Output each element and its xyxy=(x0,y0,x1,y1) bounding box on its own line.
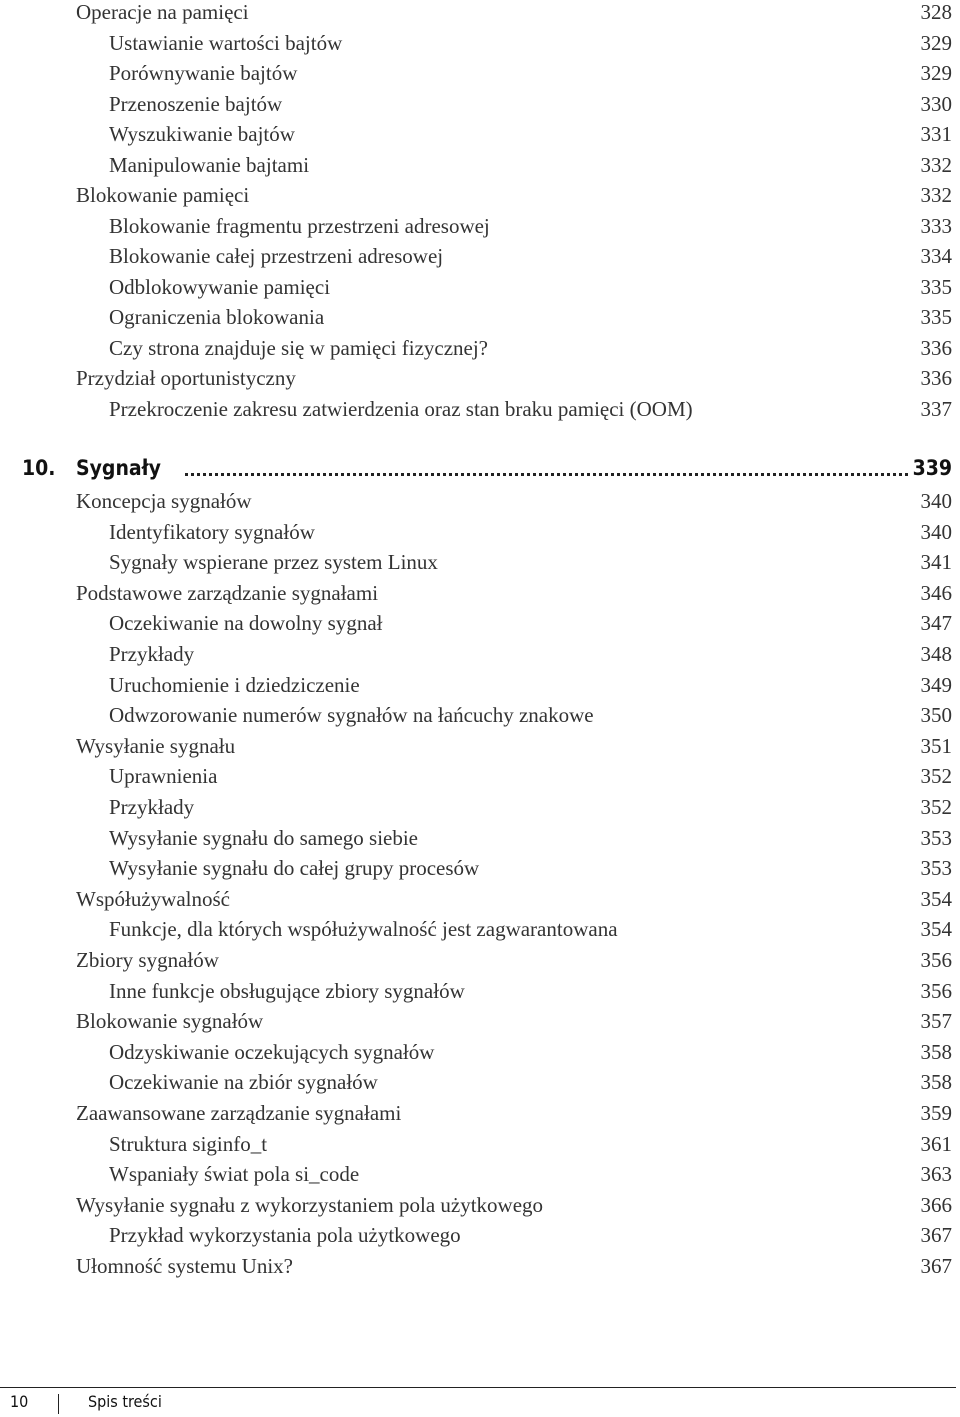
toc-entry[interactable] xyxy=(0,700,960,730)
toc-entry[interactable] xyxy=(0,1251,960,1281)
toc-entry-title: Blokowanie całej przestrzeni adresowej xyxy=(109,244,444,268)
toc-entry[interactable] xyxy=(0,89,960,119)
toc-entry[interactable] xyxy=(0,28,960,58)
toc-entry-page: 363 xyxy=(920,1162,952,1187)
toc-entry-page: 353 xyxy=(920,856,952,881)
toc-entry-title: Odblokowywanie pamięci xyxy=(109,274,331,299)
toc-entry-page: 334 xyxy=(920,244,952,268)
toc-entry-page: 337 xyxy=(920,396,952,421)
toc-entry[interactable] xyxy=(0,945,960,975)
toc-entry[interactable] xyxy=(0,1129,960,1159)
toc-entry[interactable] xyxy=(0,1159,960,1189)
toc-entry[interactable] xyxy=(0,394,960,424)
toc-entry-page: 358 xyxy=(920,1070,952,1095)
toc-entry-title: Funkcje, dla których współużywalność jest zagwarantowana xyxy=(109,917,618,942)
toc-entry[interactable] xyxy=(0,211,960,241)
toc-entry-title: Zaawansowane zarządzanie sygnałami xyxy=(76,1101,402,1125)
toc-entry-title: Ułomność systemu Unix? xyxy=(76,1254,293,1278)
toc-entry[interactable] xyxy=(0,731,960,761)
toc-entry[interactable] xyxy=(0,853,960,883)
toc-entry[interactable] xyxy=(0,547,960,577)
toc-entry[interactable] xyxy=(0,517,960,547)
toc-entry-title: Czy strona znajduje się w pamięci fizycznej? xyxy=(109,335,489,360)
toc-entry-title: Koncepcja sygnałów xyxy=(76,489,252,513)
toc-entry[interactable] xyxy=(0,639,960,669)
toc-entry-title: Wysyłanie sygnału z wykorzystaniem pola użytkowego xyxy=(76,1192,544,1217)
toc-entry-title: Operacje na pamięci xyxy=(76,0,249,24)
toc-entry[interactable] xyxy=(0,823,960,853)
toc-entry[interactable] xyxy=(0,486,960,516)
toc-entry-title: Wysyłanie sygnału xyxy=(76,733,236,758)
toc-entry-page: 346 xyxy=(920,580,952,605)
toc-entry-page: 352 xyxy=(920,795,952,819)
toc-entry-title: Manipulowanie bajtami xyxy=(109,152,310,177)
toc-entry-page: 367 xyxy=(920,1254,952,1278)
toc-entry-page: 329 xyxy=(920,30,952,55)
toc-entry[interactable] xyxy=(0,1220,960,1250)
chapter-title: Sygnały xyxy=(76,456,161,480)
toc-entry-page: 349 xyxy=(920,672,952,697)
toc-entry-page: 329 xyxy=(920,61,952,85)
toc-entry-page: 357 xyxy=(920,1009,952,1034)
toc-entry[interactable] xyxy=(0,58,960,88)
toc-entry-page: 361 xyxy=(920,1131,952,1156)
footer-label: Spis treści xyxy=(88,1392,162,1411)
toc-entry-title: Przekroczenie zakresu zatwierdzenia oraz stan braku pamięci (OOM) xyxy=(109,396,693,421)
toc-entry-page: 359 xyxy=(920,1101,952,1125)
page-footer xyxy=(0,1392,960,1414)
toc-entry-title: Odzyskiwanie oczekujących sygnałów xyxy=(109,1039,435,1064)
toc-entry-title: Ograniczenia blokowania xyxy=(109,305,325,329)
toc-entry-title: Przykład wykorzystania pola użytkowego xyxy=(109,1223,461,1248)
toc-entry[interactable] xyxy=(0,1098,960,1128)
toc-entry-title: Inne funkcje obsługujące zbiory sygnałów xyxy=(109,978,465,1003)
toc-entry-title: Oczekiwanie na zbiór sygnałów xyxy=(109,1070,378,1095)
toc-entry-page: 354 xyxy=(920,917,952,942)
toc-entry-title: Uprawnienia xyxy=(109,764,218,789)
chapter-number: 10. xyxy=(22,456,56,480)
toc-entry[interactable] xyxy=(0,1190,960,1220)
toc-entry-title: Współużywalność xyxy=(76,886,230,911)
toc-entry-title: Porównywanie bajtów xyxy=(109,61,298,85)
toc-entry[interactable] xyxy=(0,914,960,944)
toc-entry-title: Sygnały wspierane przez system Linux xyxy=(109,550,438,575)
toc-entry[interactable] xyxy=(0,0,960,27)
toc-entry-page: 332 xyxy=(920,183,952,207)
toc-entry-page: 332 xyxy=(920,152,952,177)
toc-entry-title: Przykłady xyxy=(109,795,195,819)
toc-entry-page: 358 xyxy=(920,1039,952,1064)
dot-leader xyxy=(185,473,908,476)
toc-entry-page: 356 xyxy=(920,948,952,972)
toc-entry[interactable] xyxy=(0,1067,960,1097)
toc-entry-title: Blokowanie sygnałów xyxy=(76,1009,264,1034)
toc-entry-page: 333 xyxy=(920,213,952,238)
toc-entry[interactable] xyxy=(0,272,960,302)
toc-entry-title: Blokowanie fragmentu przestrzeni adresowej xyxy=(109,213,490,238)
toc-entry-title: Blokowanie pamięci xyxy=(76,183,250,207)
toc-entry-page: 353 xyxy=(920,825,952,850)
toc-entry-page: 367 xyxy=(920,1223,952,1248)
chapter-heading[interactable] xyxy=(0,451,960,485)
toc-entry[interactable] xyxy=(0,1037,960,1067)
toc-entry[interactable] xyxy=(0,333,960,363)
toc-entry-page: 341 xyxy=(920,550,952,575)
toc-entry-title: Wysyłanie sygnału do samego siebie xyxy=(109,825,419,850)
toc-entry-title: Wspaniały świat pola si_code xyxy=(109,1162,360,1187)
toc-entry-page: 340 xyxy=(920,489,952,513)
toc-entry-page: 356 xyxy=(920,978,952,1003)
footer-page-number: 10 xyxy=(10,1392,29,1411)
toc-entry[interactable] xyxy=(0,302,960,332)
toc-entry[interactable] xyxy=(0,150,960,180)
toc-entry[interactable] xyxy=(0,976,960,1006)
toc-entry[interactable] xyxy=(0,884,960,914)
toc-entry-title: Przydział oportunistyczny xyxy=(76,366,296,390)
toc-entry[interactable] xyxy=(0,608,960,638)
toc-entry[interactable] xyxy=(0,363,960,393)
toc-entry-title: Identyfikatory sygnałów xyxy=(109,519,315,544)
toc-entry-title: Odwzorowanie numerów sygnałów na łańcuchy znakowe xyxy=(109,703,594,728)
toc-entry-page: 350 xyxy=(920,703,952,728)
toc-entry-page: 335 xyxy=(920,305,952,329)
toc-entry-page: 366 xyxy=(920,1192,952,1217)
toc-entry-title: Oczekiwanie na dowolny sygnał xyxy=(109,611,383,636)
toc-entry[interactable] xyxy=(0,761,960,791)
toc-entry-page: 347 xyxy=(920,611,952,636)
footer-rule xyxy=(0,1387,956,1388)
chapter-page: 339 xyxy=(912,456,952,480)
toc-entry[interactable] xyxy=(0,578,960,608)
toc-entry[interactable] xyxy=(0,119,960,149)
toc-entry-page: 331 xyxy=(920,122,952,146)
toc-entry-page: 328 xyxy=(920,0,952,24)
toc-entry[interactable] xyxy=(0,1006,960,1036)
toc-entry-page: 354 xyxy=(920,886,952,911)
toc-entry-page: 335 xyxy=(920,274,952,299)
toc-entry-page: 336 xyxy=(920,335,952,360)
toc-entry[interactable] xyxy=(0,670,960,700)
toc-entry-page: 352 xyxy=(920,764,952,789)
toc-entry-page: 336 xyxy=(920,366,952,390)
toc-entry[interactable] xyxy=(0,792,960,822)
toc-entry-page: 348 xyxy=(920,642,952,666)
toc-entry-page: 330 xyxy=(920,91,952,116)
toc-entry-title: Zbiory sygnałów xyxy=(76,948,219,972)
toc-entry-title: Podstawowe zarządzanie sygnałami xyxy=(76,580,379,605)
toc-entry-title: Uruchomienie i dziedziczenie xyxy=(109,672,360,697)
footer-separator xyxy=(58,1394,59,1414)
toc-entry-title: Przenoszenie bajtów xyxy=(109,91,283,116)
toc-entry-page: 351 xyxy=(920,733,952,758)
toc-entry-title: Struktura siginfo_t xyxy=(109,1131,268,1156)
toc-entry-title: Wyszukiwanie bajtów xyxy=(109,122,295,146)
toc-entry-title: Wysyłanie sygnału do całej grupy procesów xyxy=(109,856,480,881)
toc-entry-page: 340 xyxy=(920,519,952,544)
toc-entry-title: Ustawianie wartości bajtów xyxy=(109,30,343,55)
toc-entry-title: Przykłady xyxy=(109,642,195,666)
toc-entry[interactable] xyxy=(0,241,960,271)
toc-entry[interactable] xyxy=(0,180,960,210)
